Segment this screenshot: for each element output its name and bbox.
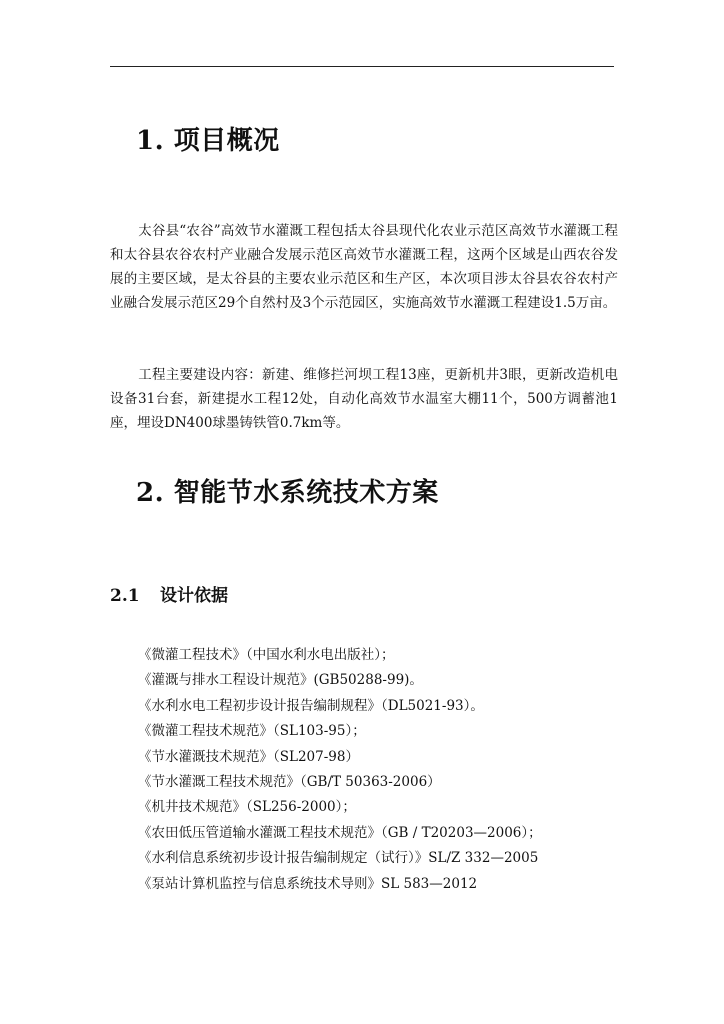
overview-paragraph-1-text: 太谷县“农谷”高效节水灌溉工程包括太谷县现代化农业示范区高效节水灌溉工程和太谷县农谷农村产业融合发展示范区高效节水灌溉工程，这两个区域是山西农谷发展的主要区域，是太谷县的主要农业示范区和生产区，本次项目涉太谷县农谷农村产业融合发展示范区29个自然村及3个示范园区，实施高效节水灌溉工程建设1.5万亩。 bbox=[110, 223, 618, 311]
reference-item: 《水利信息系统初步设计报告编制规定（试行）》SL/Z 332—2005 bbox=[138, 850, 539, 867]
section-2-title: 2. 智能节水系统技术方案 bbox=[136, 478, 439, 508]
reference-list bbox=[138, 643, 542, 897]
reference-item: 《泵站计算机监控与信息系统技术导则》SL 583—2012 bbox=[138, 875, 478, 892]
reference-item: 《机井技术规范》（SL256-2000）； bbox=[138, 799, 356, 816]
reference-item: 《微灌工程技术规范》（SL103-95）； bbox=[138, 723, 366, 740]
reference-item: 《节水灌溉技术规范》（SL207-98） bbox=[138, 748, 359, 765]
reference-item: 《农田低压管道输水灌溉工程技术规范》（GB / T20203—2006）； bbox=[138, 824, 542, 841]
overview-paragraph-1 bbox=[110, 219, 618, 315]
header-rule bbox=[110, 66, 614, 67]
overview-paragraph-2 bbox=[110, 363, 618, 435]
reference-item: 《灌溉与排水工程设计规范》(GB50288-99)。 bbox=[138, 672, 423, 689]
reference-item: 《水利水电工程初步设计报告编制规程》（DL5021-93）。 bbox=[138, 697, 484, 714]
reference-item: 《微灌工程技术》（中国水利水电出版社）； bbox=[138, 647, 395, 663]
overview-paragraph-2-text: 工程主要建设内容：新建、维修拦河坝工程13座，更新机井3眼，更新改造机电设备31台套，新建提水工程12处，自动化高效节水温室大棚11个，500方调蓄池1座，埋设DN400球墨铸铁管0.7km等。 bbox=[110, 367, 618, 431]
subsection-number: 2.1 bbox=[110, 586, 140, 606]
subsection-title: 设计依据 bbox=[160, 586, 228, 606]
subsection-heading bbox=[110, 581, 228, 606]
section-1-title: 1. 项目概况 bbox=[136, 126, 280, 156]
reference-item: 《节水灌溉工程技术规范》（GB/T 50363-2006） bbox=[138, 773, 441, 790]
